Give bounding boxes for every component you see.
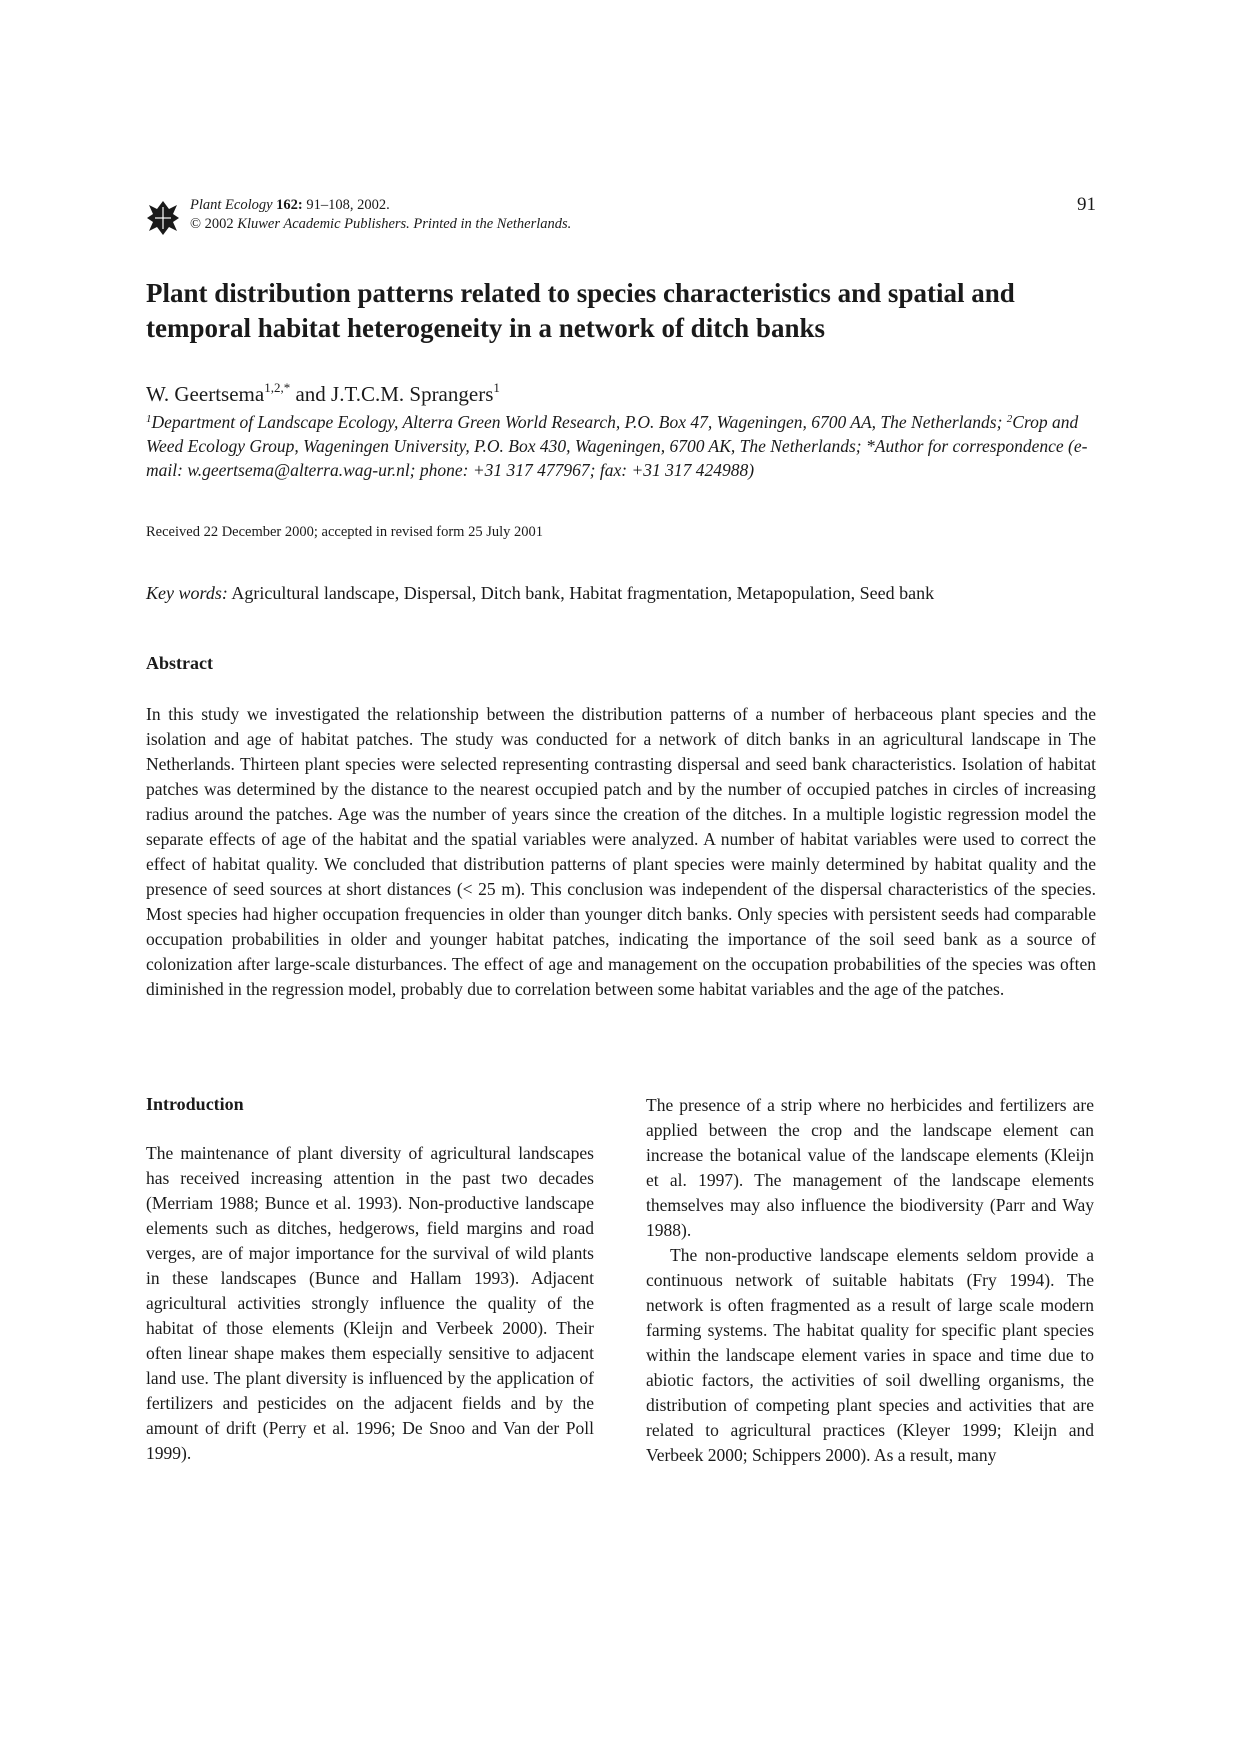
publisher-logo-icon (146, 198, 180, 238)
received-dates: Received 22 December 2000; accepted in revised form 25 July 2001 (146, 524, 544, 540)
right-column (646, 1093, 1094, 1468)
left-column (146, 1092, 594, 1466)
journal-citation (190, 196, 571, 234)
publisher-line: Kluwer Academic Publishers. Printed in the Netherlands. (237, 216, 572, 232)
journal-name: Plant Ecology (190, 197, 273, 213)
affiliation-text: Department of Landscape Ecology, Alterra Green World Research, P.O. Box 47, Wageningen, 6700 AA, The Netherlands; (151, 412, 1007, 432)
abstract-heading: Abstract (146, 653, 213, 673)
copyright-year: 2002 (204, 216, 234, 232)
copyright-line (190, 215, 571, 234)
author-affiliation-marks: 1 (493, 380, 500, 395)
affiliation-text: Crop and Weed Ecology Group, Wageningen University, P.O. Box 430, Wageningen, 6700 AK, The Netherlands; *Author for correspondence (e-mail: w.geertsema@alterra.wag-ur.nl; phone: +31 317 477967; fax: +31 317 424988) (146, 412, 1088, 480)
introduction-paragraph: The maintenance of plant diversity of agricultural landscapes has received increasing attention in the past two decades (Merriam 1988; Bunce et al. 1993). Non-productive landscape elements such as ditches, hedgerows, field margins and road verges, are of major importance for the survival of wild plants in these landscapes (Bunce and Hallam 1993). Adjacent agricultural activities strongly influence the quality of the habitat of those elements (Kleijn and Verbeek 2000). Their often linear shape makes them especially sensitive to adjacent land use. The plant diversity is influenced by the application of fertilizers and pesticides on the adjacent fields and by the amount of drift (Perry et al. 1996; De Snoo and Van der Poll 1999). (146, 1143, 594, 1463)
copyright-mark: © (190, 216, 202, 232)
author-affiliation-marks: 1,2,* (264, 380, 291, 395)
introduction-paragraph: The non-productive landscape elements seldom provide a continuous network of suitable habitats (Fry 1994). The network is often fragmented as a result of large scale modern farming systems. The habitat quality for specific plant species within the landscape element varies in space and time due to abiotic factors, the activities of soil dwelling organisms, the distribution of competing plant species and activities that are related to agricultural practices (Kleyer 1999; Kleijn and Verbeek 2000; Schippers 2000). As a result, many (646, 1245, 1094, 1465)
author-name: J.T.C.M. Sprangers (331, 382, 494, 406)
journal-pages: 91–108, 2002. (306, 197, 390, 213)
author-name: W. Geertsema (146, 382, 265, 406)
page-number: 91 (1077, 194, 1096, 215)
abstract-body: In this study we investigated the relationship between the distribution patterns of a number of herbaceous plant species and the isolation and age of habitat patches. The study was conducted for a network of ditch banks in an agricultural landscape in The Netherlands. Thirteen plant species were selected representing contrasting dispersal and seed bank characteristics. Isolation of habitat patches was determined by the distance to the nearest occupied patch and by the number of occupied patches in circles of increasing radius around the patches. Age was the number of years since the creation of the ditches. In a multiple logistic regression model the separate effects of age of the habitat and the spatial variables were analyzed. A number of habitat variables were used to correct the effect of habitat quality. We concluded that distribution patterns of plant species were mainly determined by habitat quality and the presence of seed sources at short distances (< 25 m). This conclusion was independent of the dispersal characteristics of the species. Most species had higher occupation frequencies in older than younger ditch banks. Only species with persistent seeds had comparable occupation probabilities in older and younger habitat patches, indicating the importance of the soil seed bank as a source of colonization after large-scale disturbances. The effect of age and management on the occupation probabilities of the species was often diminished in the regression model, probably due to correlation between some habitat variables and the age of the patches. (146, 704, 1096, 999)
author-conjunction: and (295, 382, 326, 406)
keywords-label: Key words: (146, 583, 228, 603)
author-list (146, 380, 500, 407)
affiliation-mark: 2 (1006, 413, 1013, 425)
journal-header (146, 196, 1096, 242)
keywords-text: Agricultural landscape, Dispersal, Ditch bank, Habitat fragmentation, Metapopulation, Seed bank (231, 583, 935, 603)
affiliations (146, 407, 1106, 482)
keywords (146, 583, 934, 604)
citation-line (190, 196, 571, 215)
paper-title: Plant distribution patterns related to species characteristics and spatial and temporal habitat heterogeneity in a network of ditch banks (146, 278, 1015, 343)
introduction-paragraph: The presence of a strip where no herbicides and fertilizers are applied between the crop and the landscape element can increase the botanical value of the landscape elements (Kleijn et al. 1997). The management of the landscape elements themselves may also influence the biodiversity (Parr and Way 1988). (646, 1095, 1094, 1240)
journal-volume: 162: (276, 197, 303, 213)
affiliation-mark: 1 (146, 413, 152, 425)
introduction-heading: Introduction (146, 1094, 244, 1114)
